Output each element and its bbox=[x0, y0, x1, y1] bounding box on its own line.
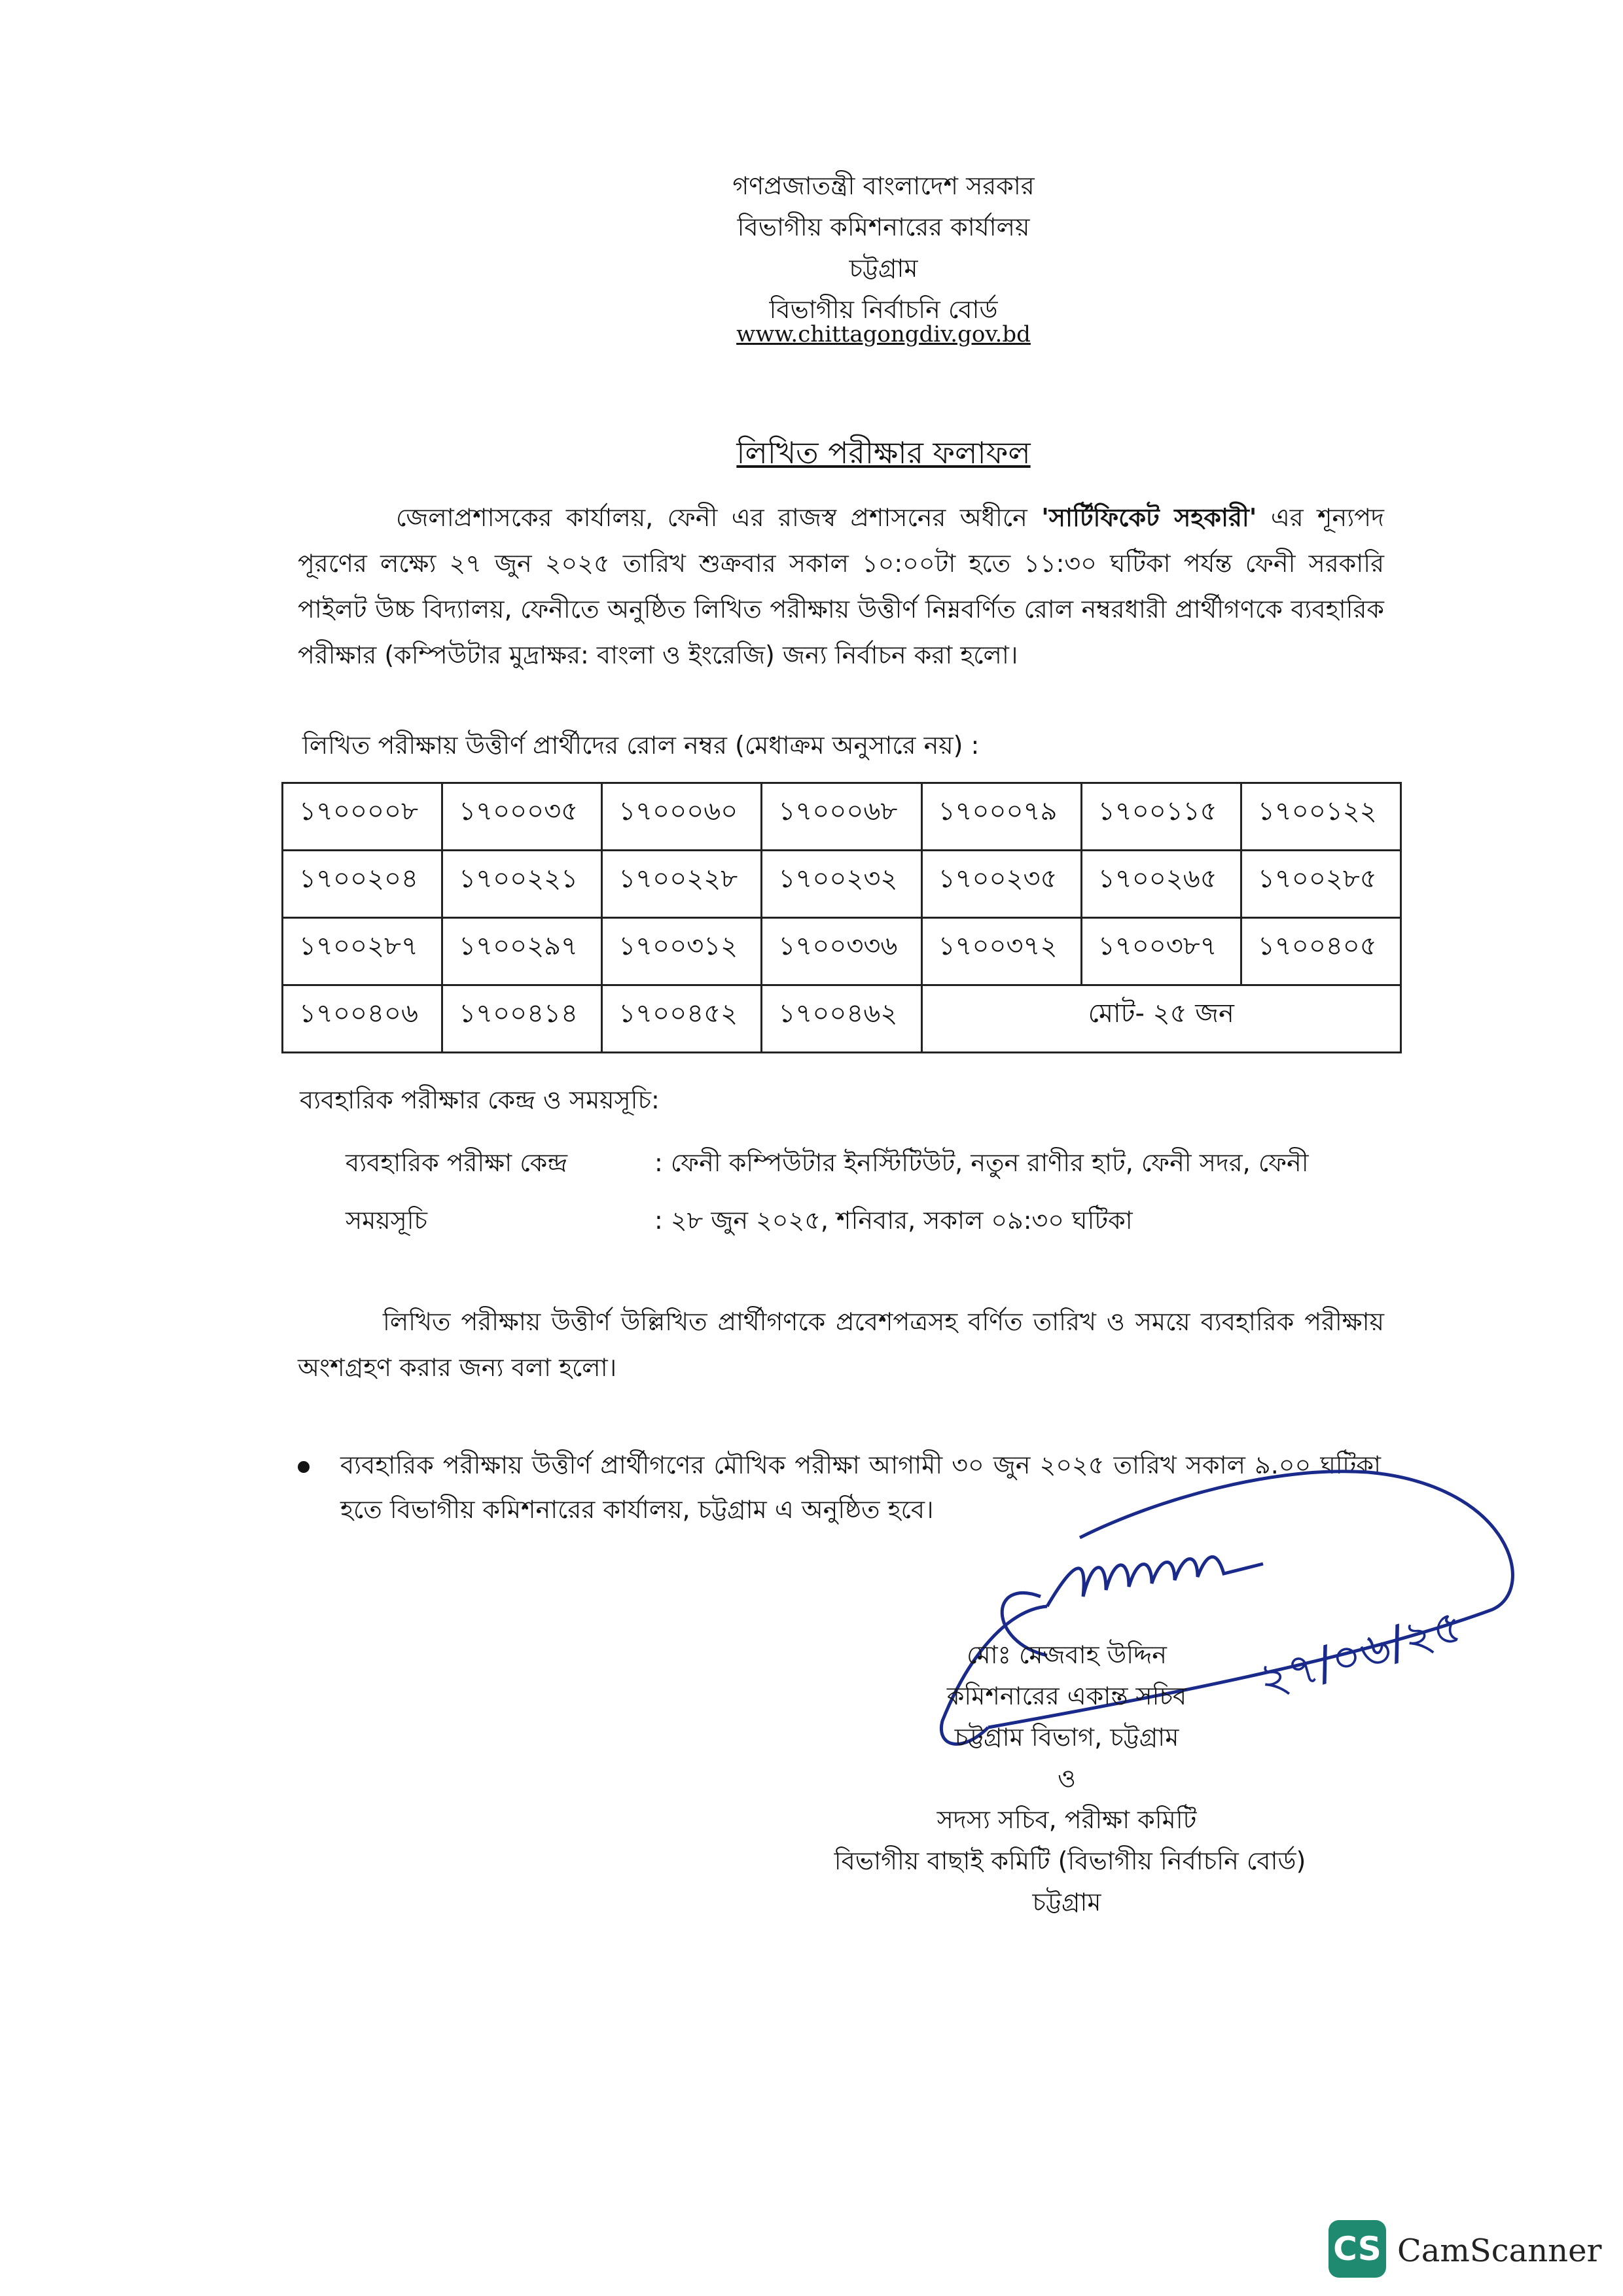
header-city: চট্টগ্রাম bbox=[849, 254, 918, 283]
roll-cell: ১৭০০৩১২ bbox=[602, 918, 762, 985]
roll-cell: ১৭০০০৬০ bbox=[602, 783, 762, 851]
exam-time-value: : ২৮ জুন ২০২৫, শনিবার, সকাল ০৯:৩০ ঘটিকা bbox=[654, 1206, 1133, 1235]
roll-cell: ১৭০০০০৮ bbox=[283, 783, 442, 851]
roll-number-table bbox=[281, 782, 1402, 1053]
bullet-icon bbox=[298, 1461, 310, 1473]
roll-cell: ১৭০০২৯৭ bbox=[442, 918, 602, 985]
exam-time-label: সময়সূচি bbox=[346, 1206, 428, 1235]
roll-cell: ১৭০০১২২ bbox=[1241, 783, 1400, 851]
camscanner-watermark: CamScanner bbox=[1397, 2233, 1602, 2269]
header-website-link[interactable]: www.chittagongdiv.gov.bd bbox=[736, 321, 1031, 347]
roll-cell: ১৭০০৪৫২ bbox=[602, 985, 762, 1053]
instruction-paragraph: লিখিত পরীক্ষায় উত্তীর্ণ উল্লিখিত প্রার্থীগণকে প্রবেশপত্রসহ বর্ণিত তারিখ ও সময়ে ব্যবহারিক পরীক্ষায় অংশগ্রহণ করার জন্য বলা হলো। bbox=[298, 1307, 1384, 1382]
signatory-city: চট্টগ্রাম bbox=[1032, 1888, 1101, 1916]
document-title: লিখিত পরীক্ষার ফলাফল bbox=[736, 435, 1031, 470]
intro-part1: জেলাপ্রশাসকের কার্যালয়, ফেনী এর রাজস্ব প্রশাসনের অধীনে bbox=[396, 503, 1042, 532]
roll-cell: ১৭০০১১৫ bbox=[1081, 783, 1241, 851]
post-name: 'সার্টিফিকেট সহকারী' bbox=[1041, 503, 1257, 532]
roll-cell: ১৭০০২২১ bbox=[442, 851, 602, 918]
table-row bbox=[283, 851, 1401, 918]
header-government: গণপ্রজাতন্ত্রী বাংলাদেশ সরকার bbox=[732, 171, 1035, 200]
schedule-heading: ব্যবহারিক পরীক্ষার কেন্দ্র ও সময়সূচি: bbox=[300, 1086, 660, 1114]
header-board: বিভাগীয় নির্বাচনি বোর্ড bbox=[769, 295, 998, 324]
roll-total: মোট- ২৫ জন bbox=[921, 985, 1400, 1053]
roll-cell: ১৭০০২৮৫ bbox=[1241, 851, 1400, 918]
roll-cell: ১৭০০০৭৯ bbox=[921, 783, 1081, 851]
roll-cell: ১৭০০০৬৮ bbox=[762, 783, 921, 851]
roll-cell: ১৭০০৩৭২ bbox=[921, 918, 1081, 985]
signatory-name: মোঃ মেজবাহ উদ্দিন bbox=[967, 1640, 1167, 1669]
roll-cell: ১৭০০২৩৫ bbox=[921, 851, 1081, 918]
roll-cell: ১৭০০৪০৫ bbox=[1241, 918, 1400, 985]
signatory-office-2: বিভাগীয় বাছাই কমিটি (বিভাগীয় নির্বাচনি বোর্ড) bbox=[834, 1846, 1306, 1875]
table-row bbox=[283, 783, 1401, 851]
roll-cell: ১৭০০২২৮ bbox=[602, 851, 762, 918]
intro-part2: এর শূন্যপদ পূরণের লক্ষ্যে ২৭ জুন ২০২৫ তারিখ শুক্রবার সকাল ১০:০০টা হতে ১১:৩০ ঘটিকা পর্যন্ত ফেনী সরকারি পাইলট উচ্চ বিদ্যালয়, ফেনীতে অনুষ্ঠিত লিখিত পরীক্ষায় উত্তীর্ণ নিম্নবর্ণিত রোল নম্বরধারী প্রার্থীগণকে ব্যবহারিক পরীক্ষার (কম্পিউটার মুদ্রাক্ষর: বাংলা ও ইংরেজি) জন্য নির্বাচন করা হলো। bbox=[298, 503, 1384, 669]
table-row bbox=[283, 985, 1401, 1053]
roll-cell: ১৭০০৪০৬ bbox=[283, 985, 442, 1053]
roll-cell: ১৭০০৩৩৬ bbox=[762, 918, 921, 985]
exam-center-value: : ফেনী কম্পিউটার ইনস্টিটিউট, নতুন রাণীর হাট, ফেনী সদর, ফেনী bbox=[654, 1148, 1309, 1177]
roll-cell: ১৭০০৪১৪ bbox=[442, 985, 602, 1053]
intro-paragraph bbox=[298, 495, 1384, 678]
signatory-office-1: চট্টগ্রাম বিভাগ, চট্টগ্রাম bbox=[954, 1723, 1179, 1752]
roll-cell: ১৭০০২৮৭ bbox=[283, 918, 442, 985]
roll-cell: ১৭০০৩৮৭ bbox=[1081, 918, 1241, 985]
roll-cell: ১৭০০২০৪ bbox=[283, 851, 442, 918]
roll-cell: ১৭০০২৩২ bbox=[762, 851, 921, 918]
viva-notice: ব্যবহারিক পরীক্ষায় উত্তীর্ণ প্রার্থীগণের মৌখিক পরীক্ষা আগামী ৩০ জুন ২০২৫ তারিখ সকাল ৯.০০ ঘটিকা হতে বিভাগীয় কমিশনারের কার্যালয়, চট্টগ্রাম এ অনুষ্ঠিত হবে। bbox=[340, 1451, 1381, 1524]
signatory-and: ও bbox=[1058, 1764, 1076, 1793]
table-row bbox=[283, 918, 1401, 985]
signatory-designation-1: কমিশনারের একান্ত সচিব bbox=[946, 1682, 1187, 1710]
roll-cell: ১৭০০২৬৫ bbox=[1081, 851, 1241, 918]
roll-cell: ১৭০০৪৬২ bbox=[762, 985, 921, 1053]
exam-center-label: ব্যবহারিক পরীক্ষা কেন্দ্র bbox=[346, 1148, 567, 1177]
roll-cell: ১৭০০০৩৫ bbox=[442, 783, 602, 851]
signatory-designation-2: সদস্য সচিব, পরীক্ষা কমিটি bbox=[936, 1805, 1197, 1834]
header-office: বিভাগীয় কমিশনারের কার্যালয় bbox=[737, 213, 1030, 241]
camscanner-logo-icon: CS bbox=[1329, 2220, 1386, 2278]
signature-date: ২৭/০৬/২৫ bbox=[1252, 1598, 1469, 1708]
roll-list-caption: লিখিত পরীক্ষায় উত্তীর্ণ প্রার্থীদের রোল নম্বর (মেধাক্রম অনুসারে নয়) : bbox=[302, 731, 980, 760]
